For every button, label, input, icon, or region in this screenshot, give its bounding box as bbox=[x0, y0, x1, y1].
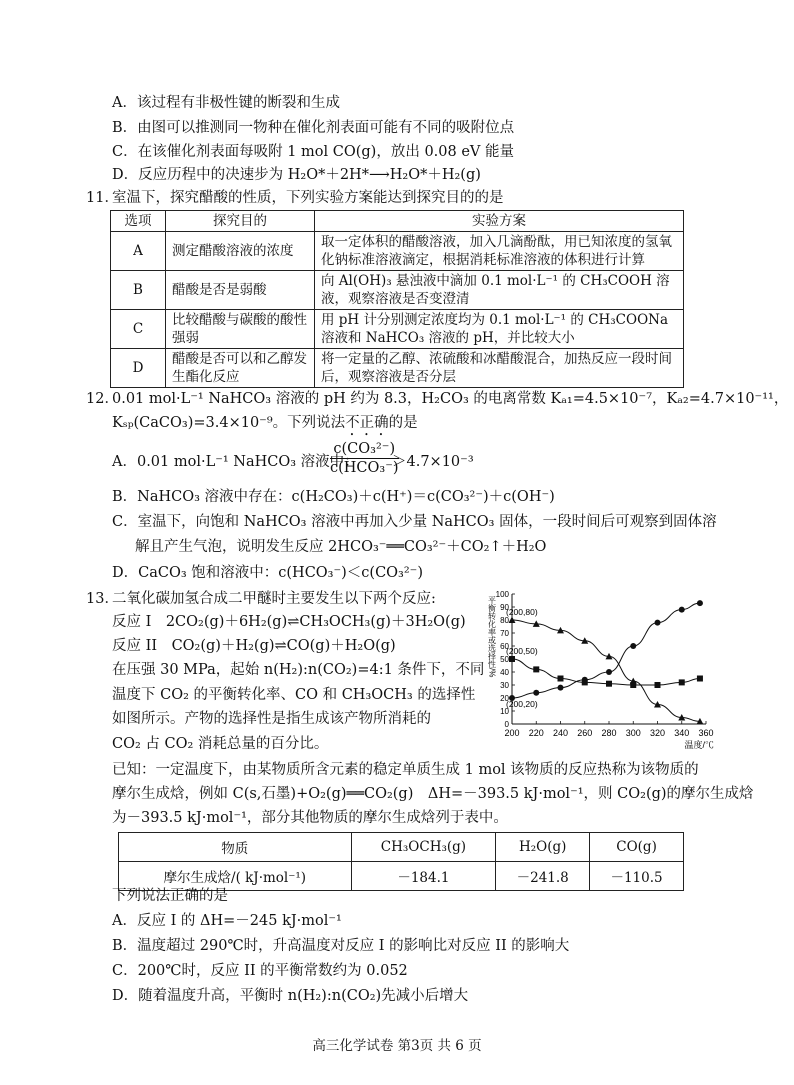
q13-option-a: A．反应 I 的 ΔH=－245 kJ·mol⁻¹ bbox=[112, 913, 342, 929]
q13-number: 13． bbox=[86, 591, 119, 607]
q13-line6: 如图所示。产物的选择性是指生成该产物所消耗的 bbox=[112, 711, 431, 727]
header-cell: 选项 bbox=[111, 211, 166, 232]
y-tick-label: 20 bbox=[500, 694, 509, 703]
q13-line1: 二氧化碳加氢合成二甲醚时主要发生以下两个反应: bbox=[112, 591, 436, 607]
equilibrium-chart bbox=[488, 588, 718, 764]
circle-marker bbox=[582, 677, 588, 683]
q11-stem: 室温下，探究醋酸的性质，下列实验方案能达到探究目的的是 bbox=[112, 190, 504, 206]
x-tick-label: 360 bbox=[698, 728, 714, 738]
y-tick-label: 80 bbox=[500, 616, 509, 625]
square-marker bbox=[606, 681, 612, 687]
goal-cell: 测定醋酸溶液的浓度 bbox=[166, 232, 315, 271]
square-marker bbox=[558, 676, 564, 682]
q12-option-c-line2: 解且产生气泡，说明发生反应 2HCO₃⁻══CO₃²⁻＋CO₂↑＋H₂O bbox=[135, 539, 547, 555]
y-tick-label: 10 bbox=[500, 707, 509, 716]
q13-line5: 温度下 CO₂ 的平衡转化率、CO 和 CH₃OCH₃ 的选择性 bbox=[112, 687, 476, 703]
table-header-row bbox=[111, 211, 684, 232]
circle-marker bbox=[630, 643, 636, 649]
square-marker bbox=[697, 676, 703, 682]
q13-reaction-2: 反应 II CO₂(g)＋H₂(g)⇌CO(g)＋H₂O(g) bbox=[112, 638, 396, 654]
q12-stem-part2: 的是 bbox=[388, 415, 418, 431]
q12-option-c-line1: C．室温下，向饱和 NaHCO₃ 溶液中再加入少量 NaHCO₃ 固体，一段时间后可观察到固体溶 bbox=[112, 514, 717, 530]
header-cell: 物质 bbox=[119, 833, 352, 862]
row-label-cell: 摩尔生成焓/( kJ·mol⁻¹) bbox=[119, 862, 352, 891]
x-tick-label: 280 bbox=[601, 728, 617, 738]
q12-option-a-suffix: ＞4.7×10⁻³ bbox=[392, 454, 474, 470]
q12-number: 12． bbox=[86, 391, 119, 407]
y-tick-label: 30 bbox=[500, 681, 509, 690]
q12-option-a-prefix: A．0.01 mol·L⁻¹ NaHCO₃ 溶液中： bbox=[112, 454, 359, 470]
table-row bbox=[111, 271, 684, 310]
option-cell: D bbox=[111, 349, 166, 388]
q13-option-d: D．随着温度升高，平衡时 n(H₂):n(CO₂)先减小后增大 bbox=[112, 988, 469, 1004]
option-cell: A bbox=[111, 232, 166, 271]
y-tick-label: 90 bbox=[500, 603, 509, 612]
q12-option-b: B．NaHCO₃ 溶液中存在：c(H₂CO₃)＋c(H⁺)＝c(CO₃²⁻)＋c(OH⁻) bbox=[112, 489, 555, 505]
q13-line7: CO₂ 占 CO₂ 消耗总量的百分比。 bbox=[112, 736, 329, 752]
y-tick-label: 70 bbox=[500, 629, 509, 638]
q13-line8: 已知：一定温度下，由某物质所含元素的稳定单质生成 1 mol 该物质的反应热称为该物质的 bbox=[112, 762, 699, 778]
goal-cell: 比较醋酸与碳酸的酸性强弱 bbox=[166, 310, 315, 349]
fraction-denominator: c(HCO₃⁻) bbox=[330, 460, 399, 476]
y-tick-label: 50 bbox=[500, 655, 509, 664]
table-header-row bbox=[119, 833, 684, 862]
value-cell: －184.1 bbox=[351, 862, 496, 891]
x-tick-label: 240 bbox=[552, 728, 569, 738]
q11-number: 11． bbox=[86, 190, 119, 206]
x-tick-label: 220 bbox=[528, 728, 544, 738]
y-axis-title: 平衡转化率或选择性/% bbox=[488, 596, 497, 678]
y-tick-label: 40 bbox=[500, 668, 509, 677]
plan-cell: 取一定体积的醋酸溶液，加入几滴酚酞，用已知浓度的氢氧化钠标准溶液滴定，根据消耗标准溶液的体积进行计算 bbox=[315, 232, 684, 271]
q12-stem-line1: 0.01 mol·L⁻¹ NaHCO₃ 溶液的 pH 约为 8.3，H₂CO₃ 的电离常数 Kₐ₁=4.5×10⁻⁷，Kₐ₂=4.7×10⁻¹¹， bbox=[112, 391, 789, 407]
series-line-triangle bbox=[512, 620, 700, 721]
header-cell: 探究目的 bbox=[166, 211, 315, 232]
value-cell: －110.5 bbox=[590, 862, 684, 891]
y-tick-label: 0 bbox=[504, 720, 509, 729]
circle-marker bbox=[606, 669, 612, 675]
q13-ask: 下列说法正确的是 bbox=[112, 888, 228, 904]
q10-option-c: C．在该催化剂表面每吸附 1 mol CO(g)，放出 0.08 eV 能量 bbox=[112, 144, 515, 160]
header-cell: CH₃OCH₃(g) bbox=[351, 833, 496, 862]
option-cell: B bbox=[111, 271, 166, 310]
x-tick-label: 300 bbox=[625, 728, 641, 738]
q13-line10: 为－393.5 kJ·mol⁻¹，部分其他物质的摩尔生成焓列于表中。 bbox=[112, 810, 508, 826]
square-marker bbox=[509, 656, 515, 662]
q12-emphasis: 不正确 bbox=[345, 415, 389, 431]
q10-option-a: A．该过程有非极性键的断裂和生成 bbox=[112, 95, 340, 111]
circle-marker bbox=[558, 685, 564, 691]
y-tick-label: 100 bbox=[495, 590, 509, 599]
enthalpy-table bbox=[118, 832, 684, 891]
x-axis-title: 温度/℃ bbox=[684, 740, 714, 750]
square-marker bbox=[655, 682, 661, 688]
plan-cell: 将一定量的乙醇、浓硫酸和冰醋酸混合，加热反应一段时间后，观察溶液是否分层 bbox=[315, 349, 684, 388]
q13-option-b: B．温度超过 290℃时，升高温度对反应 I 的影响比对反应 II 的影响大 bbox=[112, 938, 570, 954]
q12-option-a-fraction bbox=[330, 440, 399, 477]
square-marker bbox=[679, 679, 685, 685]
x-tick-label: 340 bbox=[674, 728, 690, 738]
table-row bbox=[111, 232, 684, 271]
x-tick-label: 200 bbox=[504, 728, 520, 738]
q12-option-d: D．CaCO₃ 饱和溶液中：c(HCO₃⁻)＜c(CO₃²⁻) bbox=[112, 565, 423, 581]
q10-option-d: D．反应历程中的决速步为 H₂O*＋2H*⟶H₂O*＋H₂(g) bbox=[112, 167, 481, 183]
table-row bbox=[111, 310, 684, 349]
q13-line4: 在压强 30 MPa，起始 n(H₂):n(CO₂)=4:1 条件下，不同 bbox=[112, 662, 485, 678]
goal-cell: 醋酸是否是弱酸 bbox=[166, 271, 315, 310]
q12-stem-line2 bbox=[112, 413, 418, 439]
goal-cell: 醋酸是否可以和乙醇发生酯化反应 bbox=[166, 349, 315, 388]
data-label: (200,20) bbox=[506, 699, 538, 709]
y-tick-label: 60 bbox=[500, 642, 509, 651]
data-label: (200,50) bbox=[506, 646, 538, 656]
q11-table bbox=[110, 210, 684, 388]
x-tick-label: 260 bbox=[577, 728, 593, 738]
q12-stem-part1: Kₛₚ(CaCO₃)=3.4×10⁻⁹。下列说法 bbox=[112, 415, 346, 431]
fraction-numerator: c(CO₃²⁻) bbox=[330, 440, 399, 459]
header-cell: CO(g) bbox=[590, 833, 684, 862]
circle-marker bbox=[655, 620, 661, 626]
q13-reaction-1: 反应 I 2CO₂(g)＋6H₂(g)⇌CH₃OCH₃(g)＋3H₂O(g) bbox=[112, 614, 466, 630]
value-cell: －241.8 bbox=[496, 862, 590, 891]
q13-option-c: C．200℃时，反应 II 的平衡常数约为 0.052 bbox=[112, 963, 408, 979]
data-label: (200,80) bbox=[506, 607, 538, 617]
plan-cell: 向 Al(OH)₃ 悬浊液中滴加 0.1 mol·L⁻¹ 的 CH₃COOH 溶液，观察溶液是否变澄清 bbox=[315, 271, 684, 310]
plan-cell: 用 pH 计分别测定浓度均为 0.1 mol·L⁻¹ 的 CH₃COONa 溶液和 NaHCO₃ 溶液的 pH，并比较大小 bbox=[315, 310, 684, 349]
header-cell: 实验方案 bbox=[315, 211, 684, 232]
page-footer: 高三化学试卷 第3页 共 6 页 bbox=[312, 1038, 482, 1054]
q13-line9: 摩尔生成焓，例如 C(s,石墨)+O₂(g)══CO₂(g) ΔH=－393.5 kJ·mol⁻¹，则 CO₂(g)的摩尔生成焓 bbox=[112, 786, 754, 802]
circle-marker bbox=[697, 600, 703, 606]
x-tick-label: 320 bbox=[649, 728, 666, 738]
option-cell: C bbox=[111, 310, 166, 349]
table-row bbox=[111, 349, 684, 388]
square-marker bbox=[630, 682, 636, 688]
square-marker bbox=[533, 666, 539, 672]
circle-marker bbox=[533, 690, 539, 696]
q10-option-b: B．由图可以推测同一物种在催化剂表面可能有不同的吸附位点 bbox=[112, 120, 515, 136]
circle-marker bbox=[679, 607, 685, 613]
header-cell: H₂O(g) bbox=[496, 833, 590, 862]
